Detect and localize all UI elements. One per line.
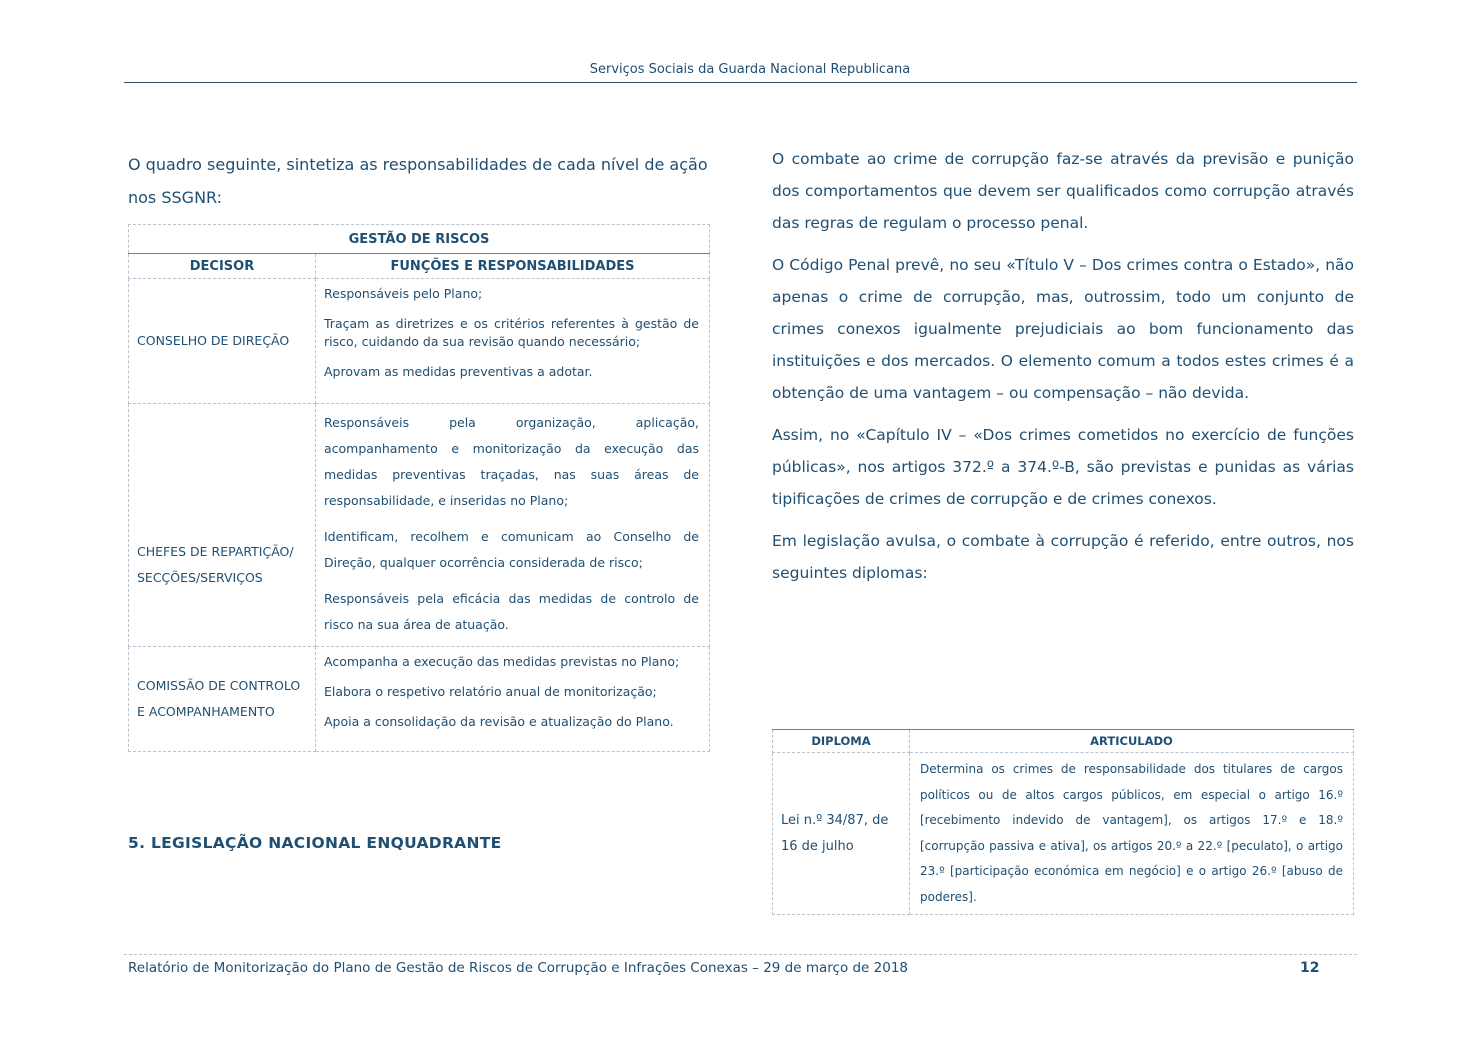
- function-item: Elabora o respetivo relatório anual de monitorização;: [324, 684, 657, 699]
- header-rule: [124, 82, 1357, 83]
- functions-cell: [316, 404, 710, 647]
- function-item: Responsáveis pelo Plano;: [324, 286, 483, 301]
- function-item: Aprovam as medidas preventivas a adotar.: [324, 364, 593, 379]
- table-row: [773, 753, 1354, 915]
- function-item: Apoia a consolidação da revisão e atualização do Plano.: [324, 714, 674, 729]
- diploma-cell: Lei n.º 34/87, de 16 de julho: [773, 753, 910, 915]
- legislation-text: [772, 143, 1354, 599]
- diploma-table-header-articulado: ARTICULADO: [910, 730, 1354, 753]
- function-item: Responsáveis pela eficácia das medidas de controlo de risco na sua área de atuação.: [324, 591, 699, 632]
- decisor-cell: CONSELHO DE DIREÇÃO: [129, 279, 316, 404]
- paragraph: Assim, no «Capítulo IV – «Dos crimes cometidos no exercício de funções públicas», nos artigos 372.º a 374.º-B, são previstas e punidas as várias tipificações de crimes de corrupção e de crimes conexos.: [772, 426, 1354, 508]
- functions-cell: [316, 279, 710, 404]
- table-row: [129, 279, 710, 404]
- page-header-title: Serviços Sociais da Guarda Nacional Republicana: [589, 62, 911, 77]
- footer-text: Relatório de Monitorização do Plano de Gestão de Riscos de Corrupção e Infrações Conexas – 29 de março de 2018: [128, 960, 909, 976]
- function-item: Traçam as diretrizes e os critérios referentes à gestão de risco, cuidando da sua revisão quando necessário;: [324, 316, 699, 349]
- articulado-cell: Determina os crimes de responsabilidade dos titulares de cargos políticos ou de altos cargos públicos, em especial o artigo 16.º [recebimento indevido de vantagem], os artigos 17.º e 18.º [corrupção passiva e ativa], os artigos 20.º a 22.º [peculato], o artigo 23.º [participação económica em negócio] e o artigo 26.º [abuso de poderes].: [910, 753, 1354, 915]
- table-row: [129, 647, 710, 752]
- risk-table-header-decisor: DECISOR: [129, 254, 316, 279]
- function-item: Identificam, recolhem e comunicam ao Conselho de Direção, qualquer ocorrência considerada de risco;: [324, 529, 699, 570]
- footer-rule: [124, 954, 1357, 955]
- page-number: 12: [1300, 960, 1320, 976]
- section-heading: 5. LEGISLAÇÃO NACIONAL ENQUADRANTE: [128, 834, 502, 852]
- diploma-table: [772, 729, 1354, 915]
- risk-management-table: [128, 224, 710, 752]
- function-item: Acompanha a execução das medidas previstas no Plano;: [324, 654, 680, 669]
- paragraph: O Código Penal prevê, no seu «Título V – Dos crimes contra o Estado», não apenas o crime de corrupção, mas, outrossim, todo um conjunto de crimes conexos igualmente prejudiciais ao bom funcionamento das instituições e dos mercados. O elemento comum a todos estes crimes é a obtenção de uma vantagem – ou compensação – não devida.: [772, 256, 1354, 402]
- function-item: Responsáveis pela organização, aplicação, acompanhamento e monitorização da execução das medidas preventivas traçadas, nas suas áreas de responsabilidade, e inseridas no Plano;: [324, 415, 699, 508]
- decisor-cell: COMISSÃO DE CONTROLO E ACOMPANHAMENTO: [129, 647, 316, 752]
- risk-table-header-functions: FUNÇÕES E RESPONSABILIDADES: [316, 254, 710, 279]
- risk-table-caption: GESTÃO DE RISCOS: [129, 225, 710, 254]
- intro-paragraph: O quadro seguinte, sintetiza as responsabilidades de cada nível de ação nos SSGNR:: [128, 155, 708, 207]
- table-row: [129, 404, 710, 647]
- functions-cell: [316, 647, 710, 752]
- paragraph: Em legislação avulsa, o combate à corrupção é referido, entre outros, nos seguintes diplomas:: [772, 532, 1354, 582]
- diploma-table-header-diploma: DIPLOMA: [773, 730, 910, 753]
- decisor-cell: CHEFES DE REPARTIÇÃO/ SECÇÕES/SERVIÇOS: [129, 404, 316, 647]
- paragraph: O combate ao crime de corrupção faz-se através da previsão e punição dos comportamentos que devem ser qualificados como corrupção através das regras de regulam o processo penal.: [772, 150, 1354, 232]
